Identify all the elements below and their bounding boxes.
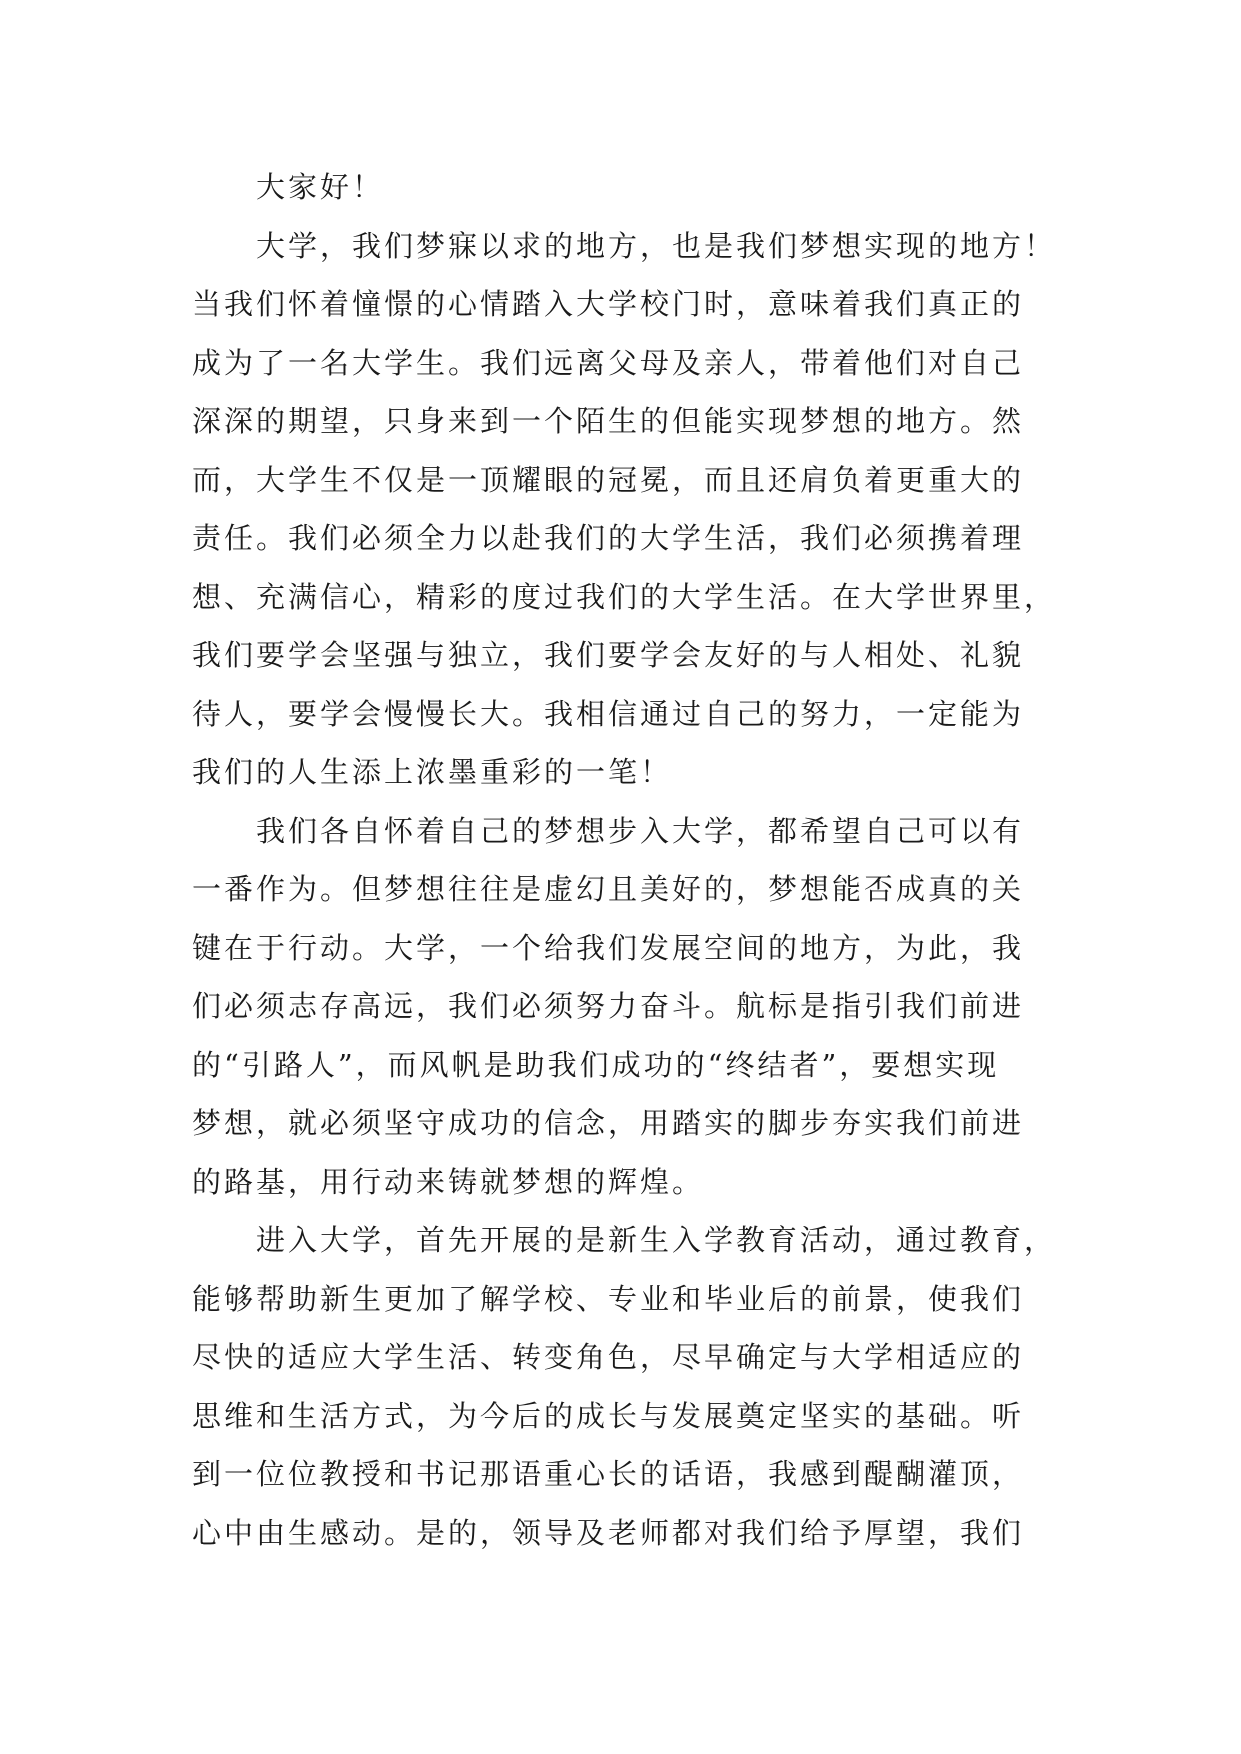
greeting: 大家好！ <box>256 170 385 204</box>
paragraph-line: 待人，要学会慢慢长大。我相信通过自己的努力，一定能为 <box>192 696 1025 731</box>
paragraph-line: 尽快的适应大学生活、转变角色，尽早确定与大学相适应的 <box>192 1340 1025 1374</box>
paragraph-line: 我们要学会坚强与独立，我们要学会友好的与人相处、礼貌 <box>192 638 1025 672</box>
paragraph-line: 一番作为。但梦想往往是虚幻且美好的，梦想能否成真的关 <box>192 872 1025 906</box>
paragraph-line: 我们各自怀着自己的梦想步入大学，都希望自己可以有 <box>256 813 1025 848</box>
paragraph-line: 能够帮助新生更加了解学校、专业和毕业后的前景，使我们 <box>192 1281 1025 1316</box>
paragraph-line: 梦想，就必须坚守成功的信念，用踏实的脚步夯实我们前进 <box>192 1106 1025 1140</box>
paragraph-3 <box>192 1211 1060 1562</box>
paragraph-line: 责任。我们必须全力以赴我们的大学生活，我们必须携着理 <box>192 521 1025 555</box>
paragraph-line: 成为了一名大学生。我们远离父母及亲人，带着他们对自己 <box>192 345 1025 380</box>
paragraph-line: 的“引路人”，而风帆是助我们成功的“终结者”，要想实现 <box>192 1047 1000 1082</box>
paragraph-line: 大学，我们梦寐以求的地方，也是我们梦想实现的地方！ <box>256 228 1057 263</box>
paragraph-line: 到一位位教授和书记那语重心长的话语，我感到醍醐灌顶， <box>192 1457 1025 1491</box>
paragraph-line: 思维和生活方式，为今后的成长与发展奠定坚实的基础。听 <box>192 1398 1025 1433</box>
paragraph-2 <box>192 802 1060 1212</box>
paragraph-line: 的路基，用行动来铸就梦想的辉煌。 <box>192 1164 705 1199</box>
paragraph-line: 深深的期望，只身来到一个陌生的但能实现梦想的地方。然 <box>192 404 1025 438</box>
paragraph-line: 我们的人生添上浓墨重彩的一笔！ <box>192 755 673 789</box>
paragraph-line: 们必须志存高远，我们必须努力奋斗。航标是指引我们前进 <box>192 989 1025 1023</box>
paragraph-line: 想、充满信心，精彩的度过我们的大学生活。在大学世界里， <box>192 579 1057 614</box>
paragraph-line: 当我们怀着憧憬的心情踏入大学校门时，意味着我们真正的 <box>192 287 1025 321</box>
paragraph-1 <box>192 217 1060 802</box>
paragraph-line: 而，大学生不仅是一顶耀眼的冠冕，而且还肩负着更重大的 <box>192 462 1025 497</box>
paragraph-line: 心中由生感动。是的，领导及老师都对我们给予厚望，我们 <box>192 1515 1025 1550</box>
paragraph-line: 键在于行动。大学，一个给我们发展空间的地方，为此，我 <box>192 930 1025 965</box>
paragraph-line: 进入大学，首先开展的是新生入学教育活动，通过教育， <box>256 1223 1057 1257</box>
document-body <box>192 158 1060 1562</box>
